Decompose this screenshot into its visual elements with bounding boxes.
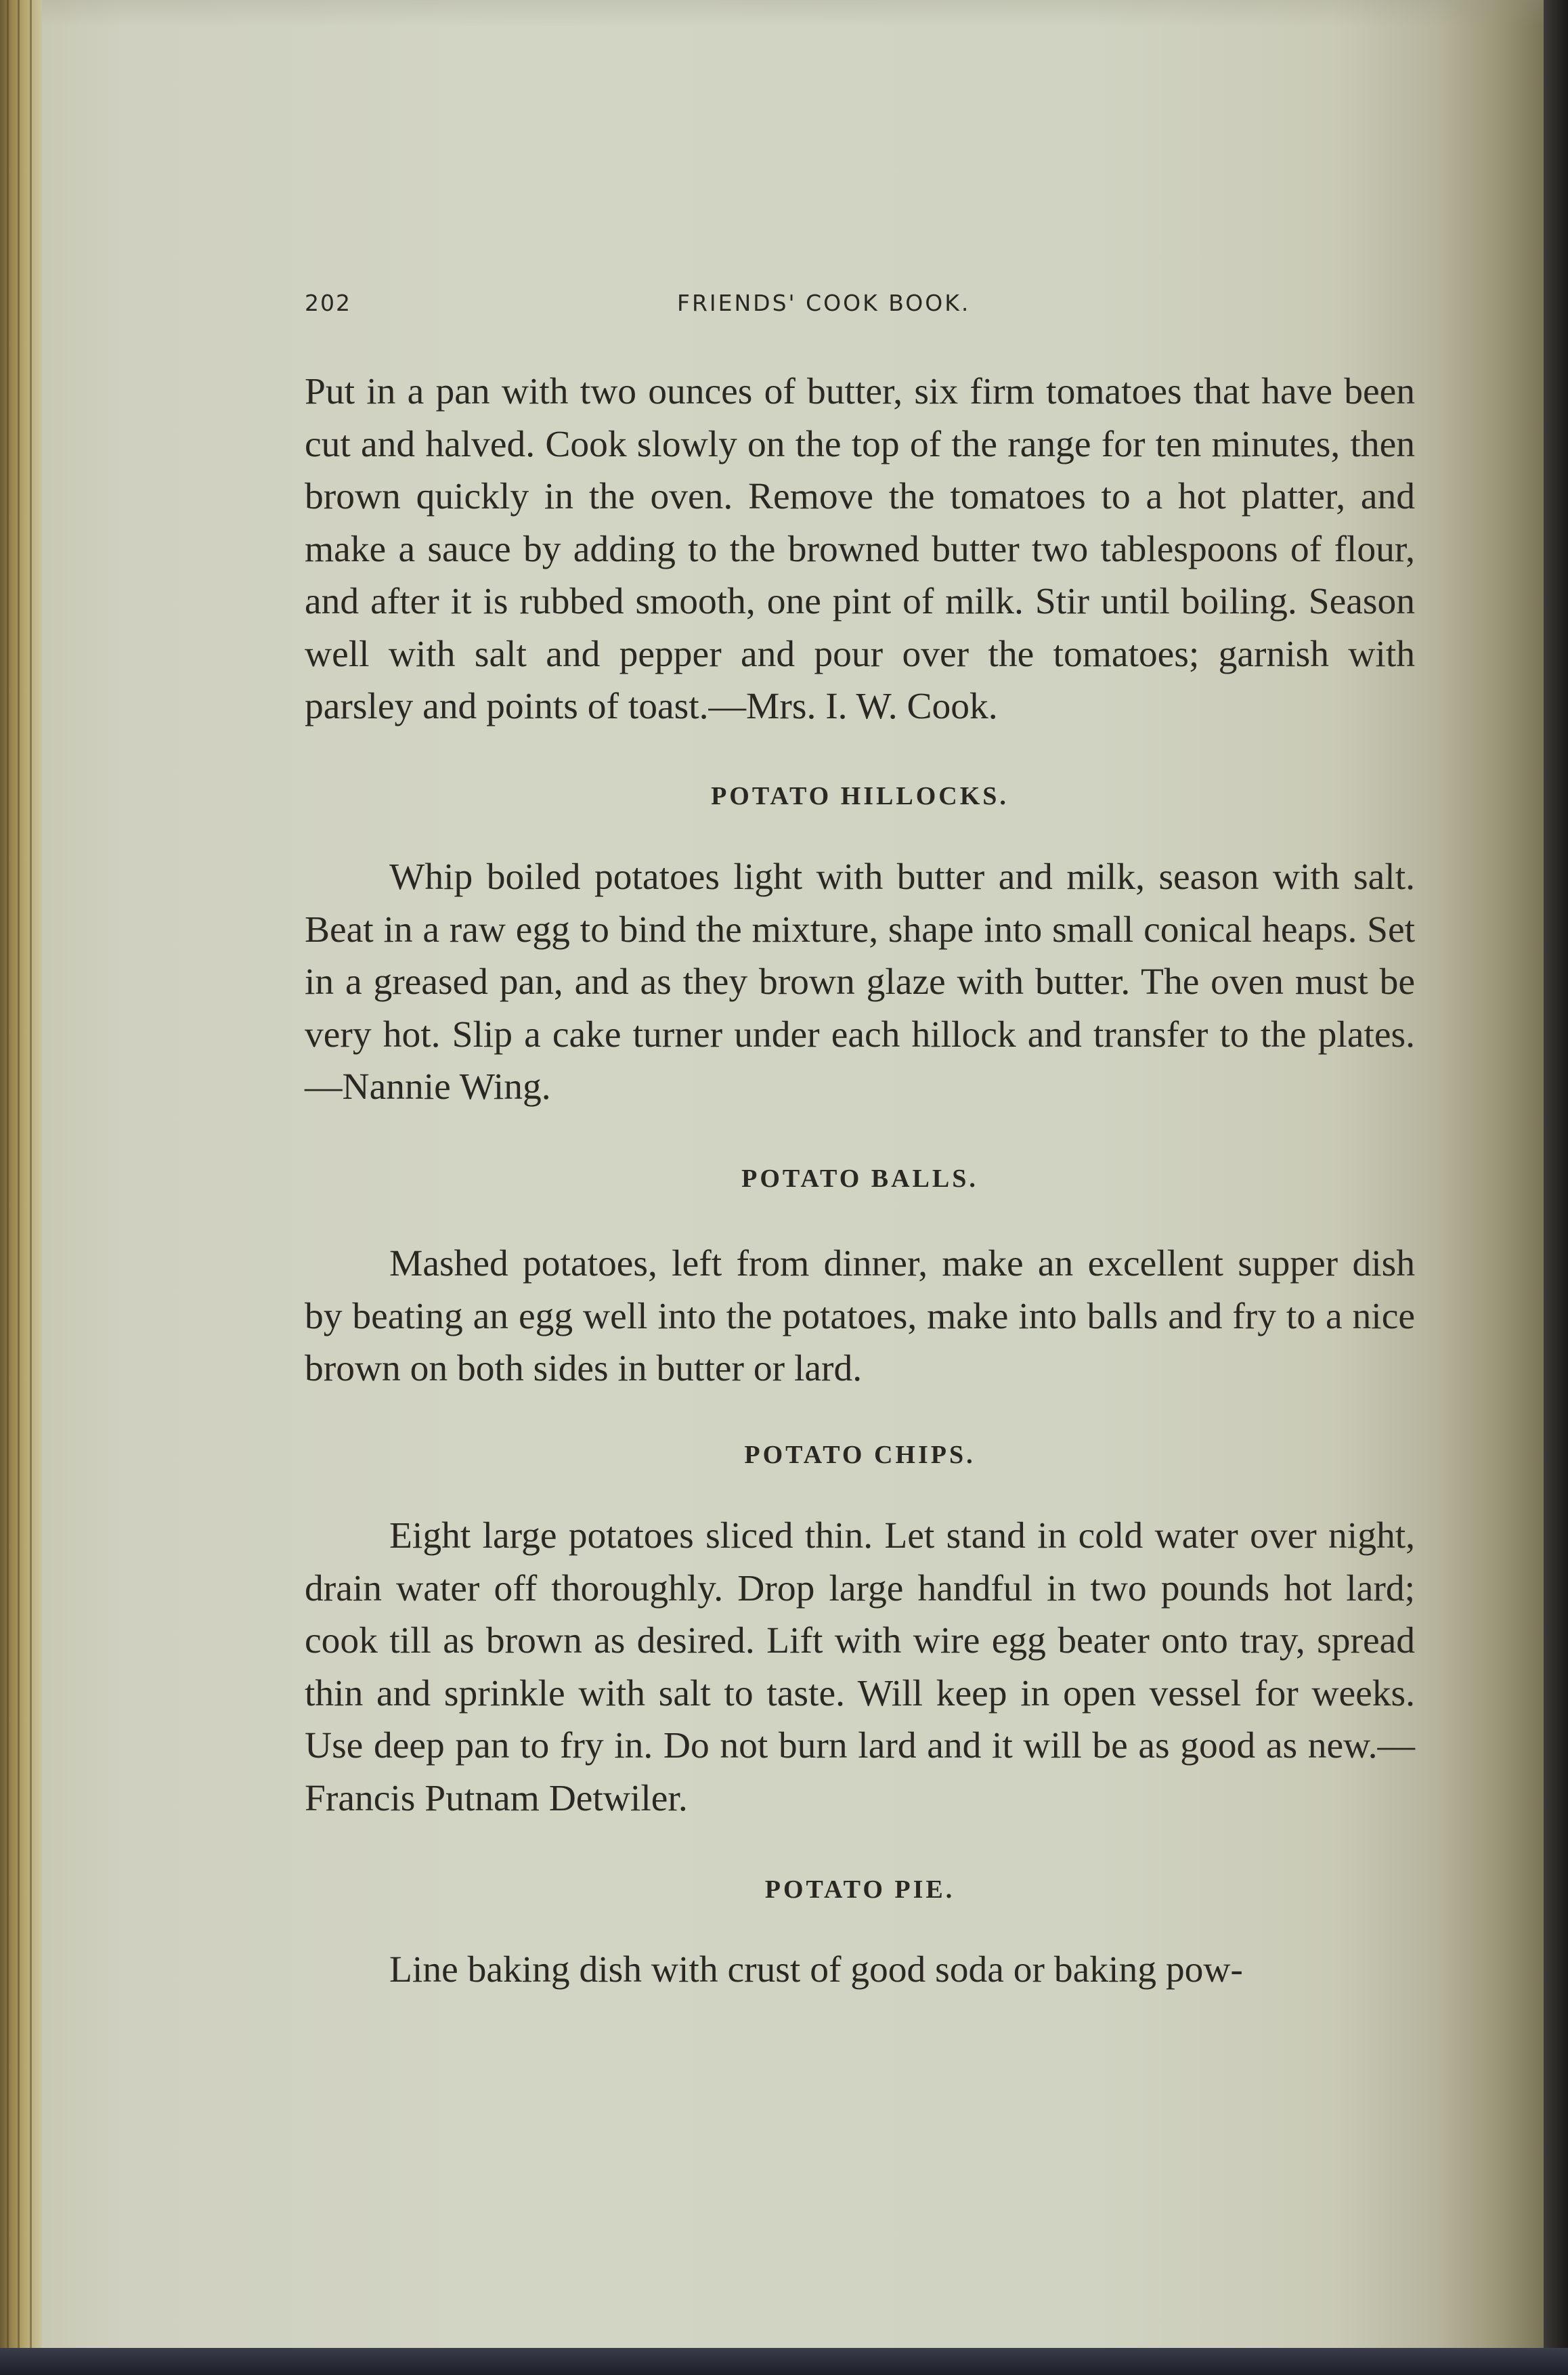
recipe-title-potato-balls: POTATO BALLS. — [741, 1164, 978, 1193]
recipe-text-potato-balls: Mashed potatoes, left from dinner, make an excellent supper dish by beating an egg well into the potatoes, make into balls and fry to a nice brown on both sides in butter or lard. — [305, 1243, 1415, 1389]
binding-stripe — [7, 0, 9, 2375]
book-right-edge — [1544, 0, 1568, 2375]
book-bottom-edge — [0, 2348, 1568, 2375]
binding-stripe — [30, 0, 32, 2375]
recipe-title-potato-pie: POTATO PIE. — [764, 1875, 955, 1904]
recipe-title-potato-hillocks: POTATO HILLOCKS. — [711, 781, 1009, 810]
recipe-text-potato-pie: Line baking dish with crust of good soda or baking pow- — [389, 1948, 1243, 1990]
page-body — [305, 366, 1415, 1996]
intro-paragraph: Put in a pan with two ounces of butter, six firm tomatoes that have been cut and halved. Cook slowly on the top of the range for ten minutes, then brown quickly in the oven. Remove the tomatoes to a hot platter, and make a sauce by adding to the browned butter two tablespoons of flour, and after it is rubbed smooth, one pint of milk. Stir until boiling. Season well with salt and pepper and pour over the tomatoes; garnish with parsley and points of toast.—Mrs. I. W. Cook. — [305, 371, 1415, 727]
running-title: FRIENDS' COOK BOOK. — [677, 290, 971, 316]
recipe-text-potato-hillocks: Whip boiled potatoes light with butter and milk, season with salt. Beat in a raw egg to bind the mixture, shape into small conical heaps. Set in a greased pan, and as they brown glaze with butter. The oven must be very hot. Slip a cake turner under each hillock and transfer to the plates.—Nannie Wing. — [305, 856, 1415, 1108]
page-number: 202 — [305, 290, 351, 316]
recipe-title-potato-chips: POTATO CHIPS. — [744, 1440, 976, 1469]
page-header — [305, 290, 1415, 324]
recipe-text-potato-chips: Eight large potatoes sliced thin. Let stand in cold water over night, drain water off thoroughly. Drop large handful in two pounds hot lard; cook till as brown as desired. Lift with wire egg beater onto tray, spread thin and sprinkle with salt to taste. Will keep in open vessel for weeks. Use deep pan to fry in. Do not burn lard and it will be as good as new.—Francis Putnam Detwiler. — [305, 1515, 1415, 1819]
page-top-shading — [34, 0, 1544, 27]
book-binding-edge — [0, 0, 42, 2375]
binding-stripe — [18, 0, 20, 2375]
